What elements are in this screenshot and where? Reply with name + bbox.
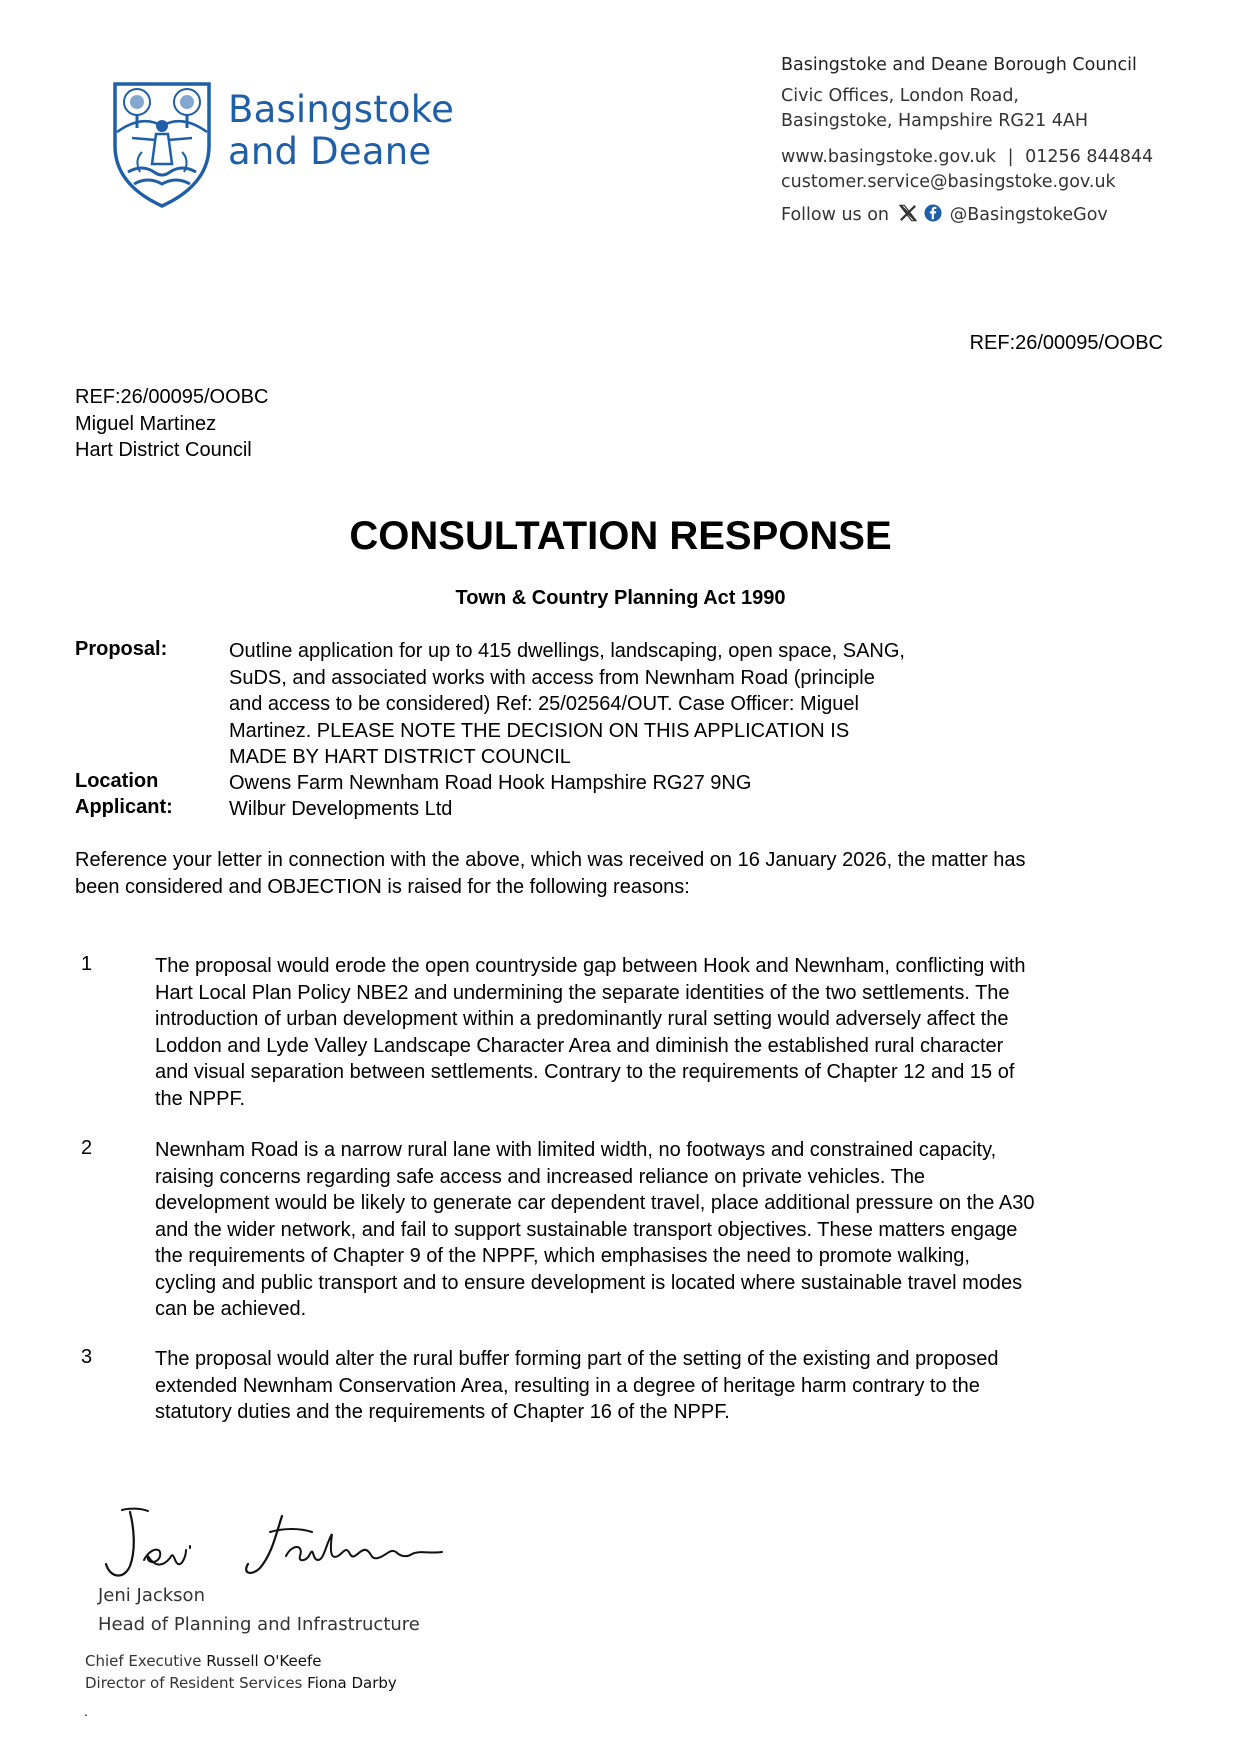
reason-line: introduction of urban development within a predominantly rural setting would adversely affect the [155,1008,1009,1030]
chief-executive-label: Chief Executive [85,1652,202,1670]
reason-line: can be achieved. [155,1298,307,1320]
social-handle[interactable]: @BasingstokeGov [949,205,1108,225]
proposal-line: MADE BY HART DISTRICT COUNCIL [229,746,571,768]
location-label: Location [75,770,159,792]
logo-line-2: and Deane [228,130,432,173]
reason-line: and visual separation between settlements. Contrary to the requirements of Chapter 12 and 15 of [155,1061,1015,1083]
reference-top: REF:26/00095/OOBC [969,332,1163,354]
reason-line: the requirements of Chapter 9 of the NPPF, which emphasises the need to promote walking, [155,1245,970,1267]
applicant-label: Applicant: [75,796,173,818]
director-name: Fiona Darby [307,1674,397,1692]
reason-line: the NPPF. [155,1087,246,1110]
x-icon[interactable] [899,204,917,222]
reason-line: extended Newnham Conservation Area, resulting in a degree of heritage harm contrary to the [155,1374,980,1397]
council-email[interactable]: customer.service@basingstoke.gov.uk [781,172,1116,192]
director-line [85,1674,397,1692]
location-value: Owens Farm Newnham Road Hook Hampshire RG27 9NG [229,772,752,794]
follow-label: Follow us on [781,205,890,225]
council-logo [112,80,472,210]
intro-line: been considered and OBJECTION is raised for the following reasons: [75,875,690,898]
reason-line: Hart Local Plan Policy NBE2 and undermining the separate identities of the two settlements. The [155,981,1010,1004]
council-contact-block [781,53,1221,228]
reason-line: The proposal would alter the rural buffer forming part of the setting of the existing and proposed [155,1348,999,1370]
page-subtitle: Town & Country Planning Act 1990 [455,587,786,609]
proposal-line: and access to be considered) Ref: 25/02564/OUT. Case Officer: Miguel [229,693,859,715]
reason-line: raising concerns regarding safe access and increased reliance on private vehicles. The [155,1165,926,1188]
council-address-2: Basingstoke, Hampshire RG21 4AH [781,111,1089,131]
footer-mark: . [84,1703,88,1719]
reason-line: Newnham Road is a narrow rural lane with limited width, no footways and constrained capacity, [155,1139,997,1161]
council-address-1: Civic Offices, London Road, [781,86,1019,106]
chief-executive-name: Russell O'Keefe [206,1652,322,1670]
separator: | [1007,147,1014,167]
reason-number: 3 [81,1346,93,1368]
recipient-org: Hart District Council [75,439,252,461]
facebook-icon[interactable] [924,204,942,222]
reason-line: cycling and public transport and to ensure development is located where sustainable travel modes [155,1271,1023,1294]
reason-number: 1 [81,953,93,975]
recipient-ref: REF:26/00095/OOBC [75,386,269,408]
crest-icon [112,80,212,208]
reason-line: The proposal would erode the open countryside gap between Hook and Newnham, conflicting with [155,955,1026,977]
signatory-name: Jeni Jackson [98,1585,205,1606]
signatory-role: Head of Planning and Infrastructure [98,1614,420,1635]
reason-text [155,1137,1165,1323]
council-web-phone [781,145,1221,170]
proposal-line: Martinez. PLEASE NOTE THE DECISION ON THIS APPLICATION IS [229,719,850,742]
intro-paragraph [75,847,1175,900]
reason-line: Loddon and Lyde Valley Landscape Character Area and diminish the established rural character [155,1034,1004,1057]
council-website[interactable]: www.basingstoke.gov.uk [781,147,997,167]
reason-text [155,1346,1165,1426]
reason-text [155,953,1165,1112]
reason-line: statutory duties and the requirements of Chapter 16 of the NPPF. [155,1401,730,1423]
council-phone: 01256 844844 [1025,147,1154,167]
council-name: Basingstoke and Deane Borough Council [781,55,1137,75]
logo-line-1: Basingstoke [228,88,455,131]
applicant-value: Wilbur Developments Ltd [229,798,453,820]
proposal-label: Proposal: [75,638,168,660]
recipient-name: Miguel Martinez [75,412,217,435]
page-title: CONSULTATION RESPONSE [349,514,892,558]
handwritten-signature [100,1498,460,1588]
recipient-address [75,384,268,464]
director-label: Director of Resident Services [85,1674,303,1692]
council-social [781,203,1221,228]
proposal-line: SuDS, and associated works with access from Newnham Road (principle [229,666,875,689]
intro-line: Reference your letter in connection with the above, which was received on 16 January 2026, the matter has [75,849,1026,871]
proposal-text [229,638,1019,771]
reason-number: 2 [81,1137,93,1159]
chief-executive-line [85,1652,321,1670]
reason-line: development would be likely to generate car dependent travel, place additional pressure on the A30 [155,1192,1035,1214]
proposal-line: Outline application for up to 415 dwellings, landscaping, open space, SANG, [229,640,905,662]
reason-line: and the wider network, and fail to support sustainable transport objectives. These matters engage [155,1218,1018,1241]
